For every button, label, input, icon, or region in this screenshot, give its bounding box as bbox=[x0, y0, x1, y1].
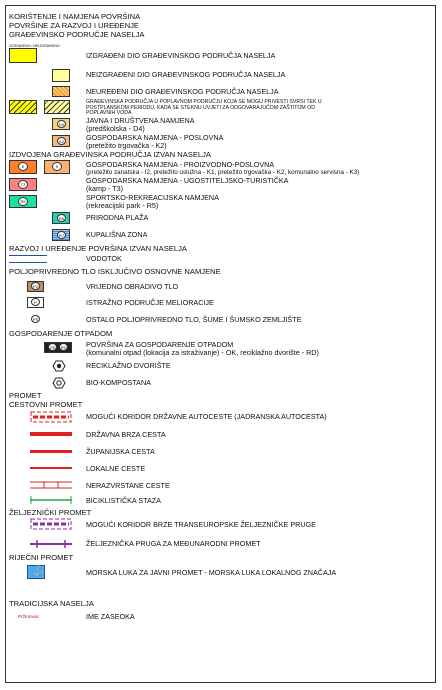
label-bathing: KUPALIŠNA ZONA bbox=[86, 230, 148, 239]
badge-k-built: K bbox=[18, 162, 28, 171]
hamlet-sample-text: Pržinovac bbox=[18, 615, 40, 620]
heading-gradjevinsko: GRAĐEVINSKO PODRUČJE NASELJA bbox=[9, 30, 145, 39]
label-rail-corridor: MOGUĆI KORIDOR BRZE TRANSEUROPSKE ŽELJEZNIČKE PRUGE bbox=[86, 520, 316, 529]
heading-cestovni: CESTOVNI PROMET bbox=[9, 400, 83, 409]
line-county-road bbox=[30, 450, 72, 453]
label-hamlet: IME ZASEOKA bbox=[86, 612, 135, 621]
label-tourist: GOSPODARSKA NAMJENA - UGOSTITELJSKO-TURISTIČKA bbox=[86, 176, 289, 185]
label-county-road: ŽUPANIJSKA CESTA bbox=[86, 447, 155, 456]
label-motorway-corridor: MOGUĆI KORIDOR DRŽAVNE AUTOCESTE (JADRANSKA AUTOCESTA) bbox=[86, 412, 327, 421]
heading-traditional: TRADICIJSKA NASELJA bbox=[9, 599, 94, 608]
line-motorway-corridor bbox=[30, 411, 72, 423]
label-beach: PRIRODNA PLAŽA bbox=[86, 213, 149, 222]
label-industrial-sub: (pretežito zanatska - I2, pretežito uslužna - K1, pretežito trgovačka - K2, komunalno servisna - K3) bbox=[86, 169, 360, 176]
heading-outside: IZDVOJENA GRAĐEVINSKA PODRUČJA IZVAN NASELJA bbox=[9, 150, 211, 159]
heading-poljoprivredno: POLJOPRIVREDNO TLO ISKLJUČIVO OSNOVNE NAMJENE bbox=[9, 267, 221, 276]
label-sport: SPORTSKO-REKREACIJSKA NAMJENA bbox=[86, 193, 219, 202]
badge-rd: RD bbox=[60, 345, 67, 350]
label-rail-international: ŽELJEZNIČKA PRUGA ZA MEĐUNARODNI PROMET bbox=[86, 539, 261, 548]
swatch-flood-unbuilt bbox=[44, 100, 70, 114]
swatch-flood-built bbox=[9, 100, 37, 114]
label-built: IZGRAĐENI DIO GRAĐEVINSKOG PODRUČJA NASELJA bbox=[86, 51, 276, 60]
label-state-road: DRŽAVNA BRZA CESTA bbox=[86, 430, 166, 439]
line-rail-international bbox=[30, 539, 72, 549]
heading-razvoj: RAZVOJ I UREĐENJE POVRŠINA IZVAN NASELJA bbox=[9, 244, 187, 253]
compost-icon bbox=[52, 377, 66, 389]
label-business: GOSPODARSKA NAMJENA - POSLOVNA bbox=[86, 133, 224, 142]
label-unbuilt: NEIZGRAĐENI DIO GRAĐEVINSKOG PODRUČJA NASELJA bbox=[86, 70, 286, 79]
heading-rail: ŽELJEZNIČKI PROMET bbox=[9, 508, 92, 517]
label-arable: VRIJEDNO OBRADIVO TLO bbox=[86, 282, 179, 291]
badge-p2: P2 bbox=[31, 282, 40, 290]
label-port: MORSKA LUKA ZA JAVNI PROMET - MORSKA LUKA LOKALNOG ZNAČAJA bbox=[86, 568, 337, 577]
badge-p: P bbox=[31, 298, 40, 306]
line-unclassified-road bbox=[30, 480, 72, 490]
heading-promet: PROMET bbox=[9, 391, 42, 400]
label-recycling-yard: RECIKLAŽNO DVORIŠTE bbox=[86, 361, 171, 370]
label-watercourse: VODOTOK bbox=[86, 254, 122, 263]
badge-ok: OK bbox=[49, 345, 56, 350]
badge-ps: PŠ bbox=[32, 317, 39, 322]
label-unclassified-road: NERAZVRSTANE CESTE bbox=[86, 481, 170, 490]
badge-k-unbuilt: K bbox=[52, 162, 62, 171]
line-state-road bbox=[30, 432, 72, 436]
label-melioration: ISTRAŽNO PODRUČJE MELIORACIJE bbox=[86, 298, 214, 307]
label-compost: BIO-KOMPOSTANA bbox=[86, 378, 151, 387]
badge-r7: R7 bbox=[58, 233, 65, 238]
label-tourist-sub: (kamp - T3) bbox=[86, 184, 124, 193]
line-bike-path bbox=[30, 496, 72, 504]
heading-otpad: GOSPODARENJE OTPADOM bbox=[9, 329, 113, 338]
badge-k2: K2 bbox=[57, 137, 66, 145]
badge-d4: D4 bbox=[58, 122, 65, 127]
label-public: JAVNA I DRUŠTVENA NAMJENA bbox=[86, 116, 195, 125]
swatch-unbuilt bbox=[52, 69, 70, 82]
built-unbuilt-label: IZGRAĐENO / NEIZGRAĐENO bbox=[9, 44, 60, 48]
label-waste: POVRŠINA ZA GOSPODARENJE OTPADOM bbox=[86, 340, 234, 349]
label-unimproved: NEUREĐENI DIO GRAĐEVINSKOG PODRUČJA NASELJA bbox=[86, 87, 279, 96]
label-local-road: LOKALNE CESTE bbox=[86, 464, 146, 473]
label-other-agri: OSTALO POLJOPRIVREDNO TLO, ŠUME I ŠUMSKO ZEMLJIŠTE bbox=[86, 315, 302, 324]
heading-povrsine: POVRŠINE ZA RAZVOJ I UREĐENJE bbox=[9, 21, 139, 30]
heading-koristenje: KORIŠTENJE I NAMJENA POVRŠINA bbox=[9, 12, 141, 21]
label-flood-areas: GRAĐEVINSKA PODRUČJA U POPLAVNOM PODRUČJU KOJA SE MOGU PRIVESTI SVRSI TEK U POSTPLANSKOM PERIODU, KADA SE STEKNU UVJETI ZA ODGOVARAJUĆOM ZAŠTITOM OD POPLAVNIH VODA bbox=[86, 99, 322, 116]
heading-river: RIJEČNI PROMET bbox=[9, 553, 74, 562]
line-rail-corridor bbox=[30, 518, 72, 530]
swatch-unimproved bbox=[52, 86, 70, 97]
badge-r5: R5 bbox=[18, 197, 28, 206]
line-local-road bbox=[30, 467, 72, 469]
label-industrial: GOSPODARSKA NAMJENA - PROIZVODNO-POSLOVNA bbox=[86, 160, 275, 169]
label-bike-path: BICIKLISTIČKA STAZA bbox=[86, 496, 161, 505]
line-watercourse bbox=[9, 255, 47, 263]
badge-t3: T3 bbox=[18, 180, 28, 189]
recycling-yard-icon bbox=[52, 360, 66, 372]
swatch-built bbox=[9, 48, 37, 63]
label-sport-sub: (rekreacijski park - R5) bbox=[86, 201, 159, 210]
label-waste-sub: (komunalni otpad (lokacija za istraživanje) - OK, reciklažno dvorište - RD) bbox=[86, 348, 319, 357]
badge-r6: R6 bbox=[58, 216, 65, 221]
label-public-sub: (predškolska - D4) bbox=[86, 124, 145, 133]
anchor-icon: ⚓ bbox=[32, 566, 45, 577]
label-business-sub: (pretežito trgovačka - K2) bbox=[86, 141, 167, 150]
